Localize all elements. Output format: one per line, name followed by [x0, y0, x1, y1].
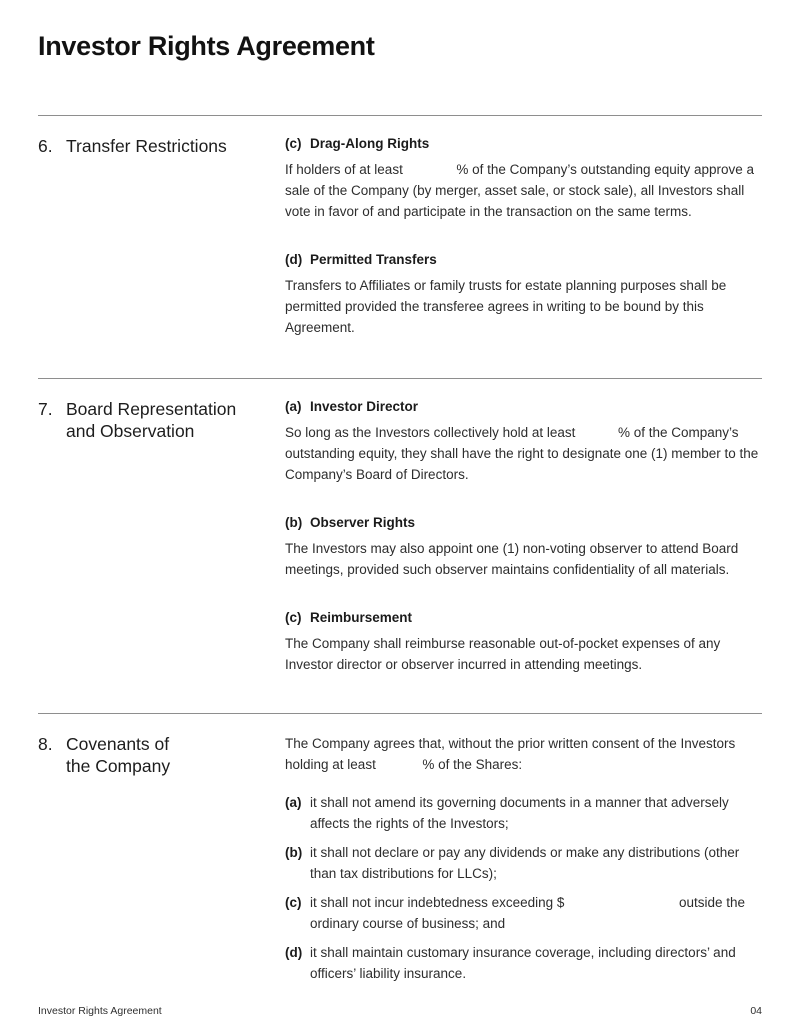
paragraph-text: outside the ordinary course of business; and [310, 895, 746, 931]
list-item-text: it shall not declare or pay any dividends or make any distributions (other than tax distributions for LLCs); [310, 845, 740, 881]
section-board-representation [0, 379, 800, 713]
section-heading-line: the Company [66, 756, 171, 776]
list-item [285, 892, 762, 934]
paragraph-text: The Company agrees that, without the prior written consent of the Investors holding at least [285, 736, 736, 772]
section-heading-block [38, 398, 285, 675]
paragraph-text: % of the Company’s outstanding equity, they shall have the right to designate one (1) member to the Company’s Board of Directors. [285, 425, 759, 482]
list-item-text: it shall maintain customary insurance coverage, including directors’ and officers’ liability insurance. [310, 945, 736, 981]
covenants-intro [285, 733, 762, 775]
clause-heading [285, 251, 762, 268]
paragraph: The Investors may also appoint one (1) non-voting observer to attend Board meetings, provided such observer maintains confidentiality of all materials. [285, 541, 739, 577]
clause-reimbursement [285, 609, 762, 675]
blank-field [568, 906, 675, 907]
page-number: 04 [750, 1005, 762, 1017]
paragraph [285, 422, 762, 485]
paragraph-text: it shall not incur indebtedness exceeding $ [310, 895, 565, 910]
section-content [285, 135, 762, 338]
clause-label: (a) [285, 399, 302, 414]
clause-heading [285, 135, 762, 152]
section-heading [66, 398, 236, 675]
clause-investor-director [285, 398, 762, 485]
clause-title: Investor Director [310, 399, 419, 414]
section-transfer-restrictions [0, 116, 800, 378]
page-title: Investor Rights Agreement [38, 31, 375, 61]
section-number: 8. [38, 734, 53, 754]
list-item [285, 792, 762, 834]
clause-title: Permitted Transfers [310, 252, 437, 267]
blank-field [380, 768, 419, 769]
section-heading [66, 733, 170, 984]
paragraph-text: If holders of at least [285, 162, 403, 177]
section-content [285, 733, 762, 984]
paragraph-text: % of the Company’s outstanding equity approve a sale of the Company (by merger, asset sale, or stock sale), all Investors shall vote in favor of and participate in the transaction on the same terms. [285, 162, 755, 219]
section-heading [66, 135, 227, 338]
section-heading-line: and Observation [66, 421, 195, 441]
clause-title: Observer Rights [310, 515, 416, 530]
clause-heading [285, 514, 762, 531]
list-item-text [310, 892, 762, 934]
clause-observer-rights [285, 514, 762, 580]
clause-title: Drag-Along Rights [310, 136, 430, 151]
section-heading-line: Board Representation [66, 399, 237, 419]
paragraph-text: So long as the Investors collectively hold at least [285, 425, 576, 440]
section-covenants [0, 714, 800, 984]
list-item-label: (a) [285, 795, 302, 810]
paragraph: Transfers to Affiliates or family trusts for estate planning purposes shall be permitted provided the transferee agrees in writing to be bound by this Agreement. [285, 278, 727, 335]
clause-label: (d) [285, 252, 303, 267]
clause-label: (b) [285, 515, 303, 530]
blank-field [579, 436, 614, 437]
paragraph-text: % of the Shares: [422, 757, 523, 772]
section-number: 6. [38, 136, 53, 156]
clause-drag-along-rights [285, 135, 762, 222]
list-item-label: (d) [285, 945, 303, 960]
page-footer [38, 1005, 762, 1018]
paragraph [285, 159, 762, 222]
blank-field [407, 173, 453, 174]
list-item-label: (c) [285, 895, 302, 910]
section-heading-block [38, 733, 285, 984]
section-content [285, 398, 762, 675]
footer-document-title: Investor Rights Agreement [38, 1005, 162, 1017]
list-item-text: it shall not amend its governing documents in a manner that adversely affects the rights of the Investors; [310, 795, 729, 831]
clause-title: Reimbursement [310, 610, 413, 625]
clause-label: (c) [285, 610, 302, 625]
clause-permitted-transfers [285, 251, 762, 338]
list-item-label: (b) [285, 845, 303, 860]
paragraph: The Company shall reimburse reasonable out-of-pocket expenses of any Investor director or observer incurred in attending meetings. [285, 636, 721, 672]
section-heading-block [38, 135, 285, 338]
clause-heading [285, 609, 762, 626]
clause-heading [285, 398, 762, 415]
list-item [285, 942, 762, 984]
list-item [285, 842, 762, 884]
section-heading-line: Transfer Restrictions [66, 136, 227, 156]
section-number: 7. [38, 399, 53, 419]
covenants-list [285, 792, 762, 984]
section-heading-line: Covenants of [66, 734, 170, 754]
clause-label: (c) [285, 136, 302, 151]
